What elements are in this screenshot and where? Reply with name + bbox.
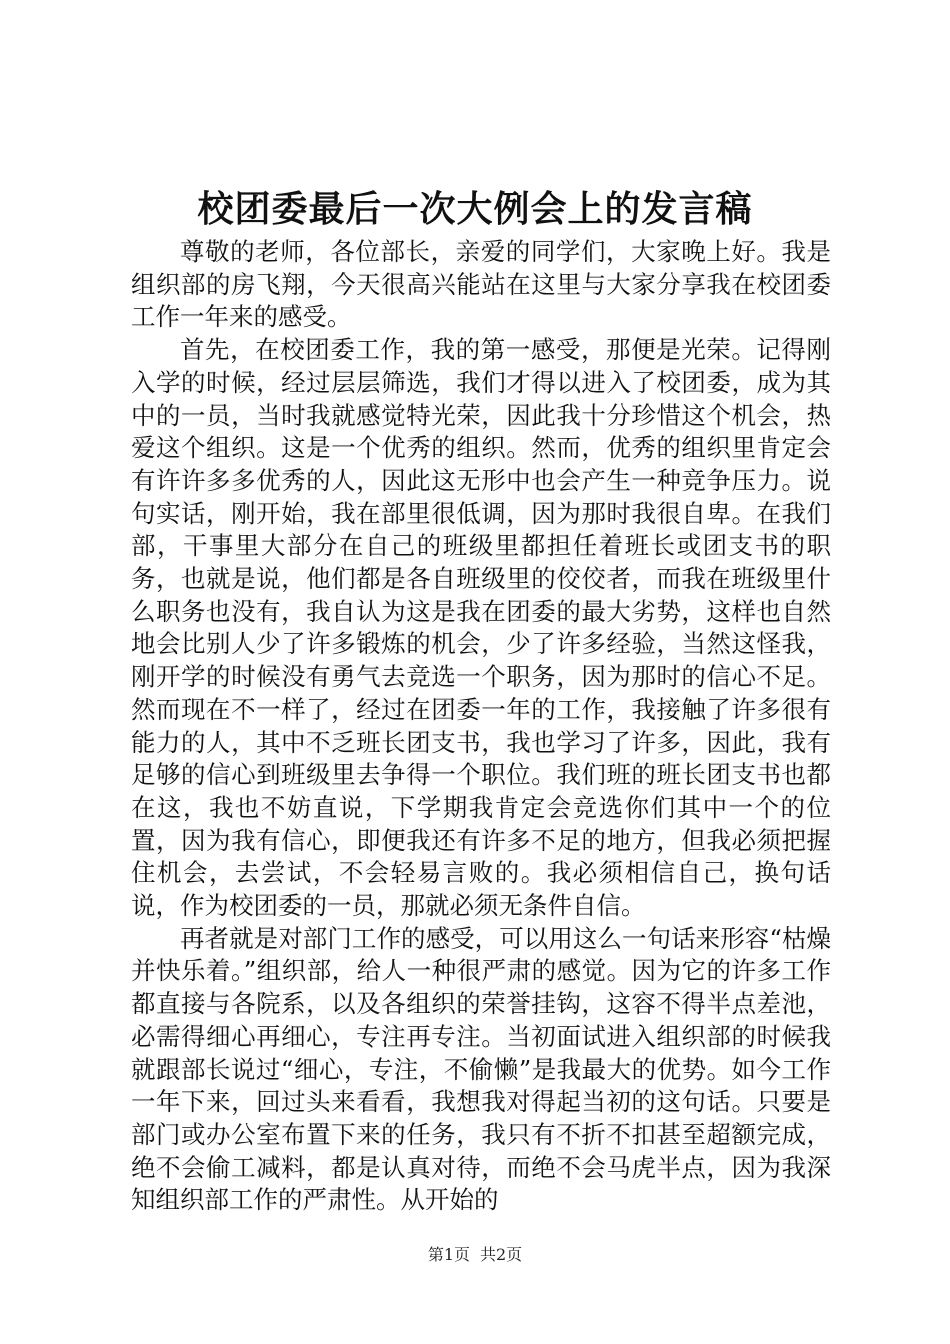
paragraph-department-work: 再者就是对部门工作的感受，可以用这么一句话来形容“枯燥并快乐着。”组织部，给人一种很严肃的感觉。因为它的许多工作都直接与各院系，以及各组织的荣誉挂钩，这容不得半点差池，必需得细心再细心，专注再专注。当初面试进入组织部的时候我就跟部长说过“细心，专注，不偷懒”是我最大的优势。如今工作一年下来，回过头来看看，我想我对得起当初的这句话。只要是部门或办公室布置下来的任务，我只有不折不扣甚至超额完成，绝不会偷工减料，都是认真对待，而绝不会马虎半点，因为我深知组织部工作的严肃性。从开始的 [131, 923, 831, 1215]
paragraph-first-feeling: 首先，在校团委工作，我的第一感受，那便是光荣。记得刚入学的时候，经过层层筛选，我们才得以进入了校团委，成为其中的一员，当时我就感觉特光荣，因此我十分珍惜这个机会，热爱这个组织。这是一个优秀的组织。然而，优秀的组织里肯定会有许许多多优秀的人，因此这无形中也会产生一种竞争压力。说句实话，刚开始，我在部里很低调，因为那时我很自卑。在我们部，干事里大部分在自己的班级里都担任着班长或团支书的职务，也就是说，他们都是各自班级里的佼佼者，而我在班级里什么职务也没有，我自认为这是我在团委的最大劣势，这样也自然地会比别人少了许多锻炼的机会，少了许多经验，当然这怪我，刚开学的时候没有勇气去竞选一个职务，因为那时的信心不足。然而现在不一样了，经过在团委一年的工作，我接触了许多很有能力的人，其中不乏班长团支书，我也学习了许多，因此，我有足够的信心到班级里去争得一个职位。我们班的班长团支书也都在这，我也不妨直说，下学期我肯定会竞选你们其中一个的位置，因为我有信心，即便我还有许多不足的地方，但我必须把握住机会，去尝试，不会轻易言败的。我必须相信自己，换句话说，作为校团委的一员，那就必须无条件自信。 [131, 335, 831, 921]
page-number: 第1页 [427, 1245, 470, 1264]
paragraph-greeting: 尊敬的老师，各位部长，亲爱的同学们，大家晚上好。我是组织部的房飞翔，今天很高兴能站在这里与大家分享我在校团委工作一年来的感受。 [131, 237, 831, 332]
page-footer [0, 1244, 950, 1266]
document-title: 校团委最后一次大例会上的发言稿 [197, 188, 753, 230]
page-total: 共2页 [480, 1245, 523, 1264]
document-body [131, 236, 831, 1217]
